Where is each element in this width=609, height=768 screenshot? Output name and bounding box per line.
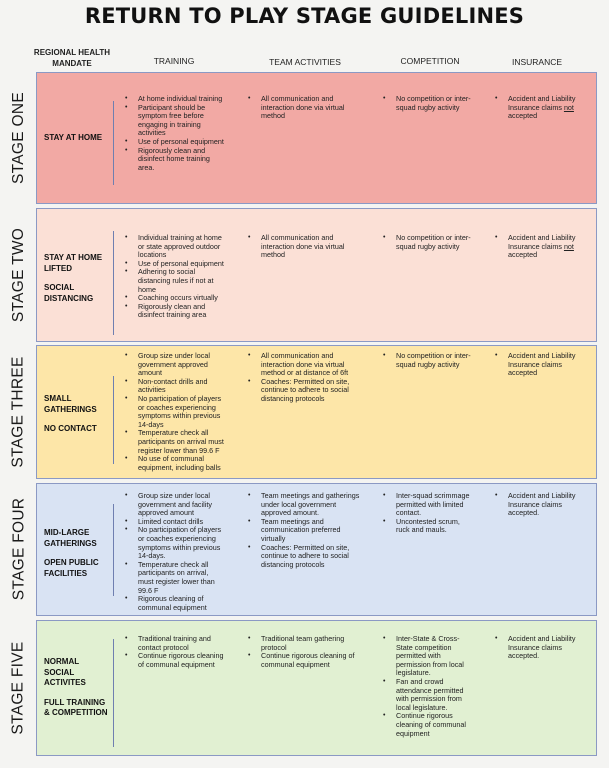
insurance-text: Accident and Liability Insurance claims — [508, 233, 576, 251]
team-item: • Team meetings and gatherings under local government approved amount. — [248, 492, 360, 518]
page-title: RETURN TO PLAY STAGE GUIDELINES — [84, 4, 525, 28]
insurance-column — [495, 234, 591, 260]
team-column — [248, 352, 360, 404]
header-regional-health-mandate: REGIONAL HEALTH MANDATE — [33, 48, 111, 68]
training-item: • Adhering to social distancing rules if not at home — [125, 268, 225, 294]
competition-item: • No competition or inter-squad rugby activity — [383, 234, 475, 251]
stage-four-panel — [10, 483, 597, 616]
training-item: • At home individual training — [125, 95, 225, 104]
insurance-text: Accident and Liability Insurance claims accepted. — [508, 491, 576, 518]
mandate-divider — [113, 231, 114, 335]
insurance-item — [495, 635, 591, 661]
stage-label-wrap — [1, 73, 37, 202]
training-list — [125, 635, 225, 669]
insurance-text: Accident and Liability Insurance claims accepted — [508, 351, 576, 378]
insurance-list — [495, 492, 591, 518]
insurance-list — [495, 635, 591, 661]
stage-label: STAGE ONE — [10, 91, 28, 184]
training-item: • Continue rigorous cleaning of communal equipment — [125, 652, 225, 669]
training-item: • Participant should be symptom free before engaging in training activities — [125, 104, 225, 138]
team-item: • All communication and interaction done via virtual method — [248, 95, 360, 121]
competition-column — [383, 95, 475, 112]
header-team-activities: TEAM ACTIVITIES — [269, 57, 341, 67]
header-competition: COMPETITION — [400, 56, 460, 66]
header-insurance: INSURANCE — [511, 57, 563, 67]
insurance-item — [495, 95, 591, 121]
training-column — [125, 234, 225, 320]
competition-list — [383, 95, 475, 112]
mandate-divider — [113, 101, 114, 185]
competition-column — [383, 234, 475, 251]
competition-item: • Continue rigorous cleaning of communal equipment — [383, 712, 475, 738]
competition-column — [383, 635, 475, 738]
training-column — [125, 492, 225, 612]
training-item: • Use of personal equipment — [125, 260, 225, 269]
mandate-item: MID-LARGE GATHERINGS — [44, 528, 97, 548]
training-item: • Rigorously clean and disinfect home training area. — [125, 147, 225, 173]
stage-label: STAGE FOUR — [10, 497, 28, 601]
training-item: • Temperature check all participants on arrival must register lower than 99.6 F — [125, 429, 225, 455]
training-column — [125, 635, 225, 669]
stage-label: STAGE FIVE — [10, 640, 27, 735]
team-item: • All communication and interaction done via virtual method — [248, 234, 360, 260]
insurance-column — [495, 352, 591, 378]
mandate-divider — [113, 504, 114, 596]
training-item: • No use of communal equipment, including balls — [125, 455, 225, 472]
insurance-text-end: accepted — [508, 250, 538, 260]
training-item: • Rigorous cleaning of communal equipment — [125, 595, 225, 612]
insurance-emphasis: not — [563, 102, 574, 112]
mandate-divider — [113, 376, 114, 464]
competition-item: • Uncontested scrum, ruck and mauls. — [383, 518, 475, 535]
competition-column — [383, 352, 475, 369]
team-list — [248, 635, 360, 669]
competition-list — [383, 352, 475, 369]
team-column — [248, 95, 360, 121]
training-column — [125, 352, 225, 472]
insurance-emphasis: not — [563, 241, 574, 251]
stage-five-panel — [10, 620, 597, 756]
regional-health-mandate — [44, 133, 110, 153]
competition-item: • Inter-State & Cross-State competition permitted with permission from local legislature. — [383, 635, 475, 678]
stage-three-panel — [10, 345, 597, 479]
mandate-item: SMALL GATHERINGS — [44, 394, 97, 414]
training-list — [125, 95, 225, 172]
insurance-column — [495, 95, 591, 121]
training-item: • Traditional training and contact protocol — [125, 635, 225, 652]
insurance-item — [495, 234, 591, 260]
team-column — [248, 234, 360, 260]
team-item: • Continue rigorous cleaning of communal equipment — [248, 652, 360, 669]
training-item: • Temperature check all participants on arrival, must register lower than 99.6 F — [125, 561, 225, 595]
training-item: • No participation of players or coaches experiencing symptoms within previous 14-days. — [125, 526, 225, 560]
competition-list — [383, 635, 475, 738]
mandate-item: FULL TRAINING & COMPETITION — [44, 697, 108, 717]
training-item: • No participation of players or coaches experiencing symptoms within previous 14-days — [125, 395, 225, 429]
training-item: • Coaching occurs virtually — [125, 294, 225, 303]
insurance-column — [495, 492, 591, 518]
mandate-item: NORMAL SOCIAL ACTIVITES — [44, 657, 86, 687]
regional-health-mandate — [44, 253, 110, 313]
team-item: • Team meetings and communication preferred virtually — [248, 518, 360, 544]
competition-item: • Fan and crowd attendance permitted with permission from local legislature. — [383, 678, 475, 712]
insurance-text-end: accepted — [508, 111, 538, 121]
competition-list — [383, 234, 475, 251]
stage-label-wrap — [1, 484, 37, 614]
insurance-list — [495, 234, 591, 260]
training-item: • Non-contact drills and activities — [125, 378, 225, 395]
competition-item: • No competition or inter-squad rugby activity — [383, 352, 475, 369]
mandate-item: STAY AT HOME LIFTED — [44, 253, 103, 273]
training-item: • Rigorously clean and disinfect training area — [125, 303, 225, 320]
training-item: • Group size under local government and facility approved amount — [125, 492, 225, 518]
team-item: • All communication and interaction done via virtual method or at distance of 6ft — [248, 352, 360, 378]
team-list — [248, 95, 360, 121]
mandate-item: NO CONTACT — [44, 424, 97, 433]
team-item: • Coaches: Permitted on site, continue to adhere to social distancing protocols — [248, 378, 360, 404]
mandate-divider — [113, 639, 114, 747]
stage-label: STAGE THREE — [10, 355, 27, 468]
mandate-item: SOCIAL DISTANCING — [44, 283, 94, 303]
regional-health-mandate — [44, 657, 110, 728]
team-list — [248, 492, 360, 569]
training-column — [125, 95, 225, 172]
header-training: TRAINING — [153, 56, 195, 66]
insurance-item — [495, 352, 591, 378]
team-column — [248, 492, 360, 569]
insurance-column — [495, 635, 591, 661]
training-list — [125, 234, 225, 320]
insurance-text: Accident and Liability Insurance claims — [508, 94, 576, 112]
training-item: • Individual training at home or state approved outdoor locations — [125, 234, 225, 260]
mandate-item: OPEN PUBLIC FACILITIES — [44, 558, 99, 578]
stage-label-wrap — [1, 209, 37, 340]
mandate-item: STAY AT HOME — [44, 133, 103, 142]
team-column — [248, 635, 360, 669]
team-item: • Coaches: Permitted on site, continue to adhere to social distancing protocols — [248, 544, 360, 570]
regional-health-mandate — [44, 528, 110, 588]
team-list — [248, 234, 360, 260]
stage-label-wrap — [1, 346, 37, 477]
stage-one-panel — [10, 72, 597, 204]
competition-list — [383, 492, 475, 535]
training-item: • Limited contact drills — [125, 518, 225, 527]
team-list — [248, 352, 360, 404]
insurance-item — [495, 492, 591, 518]
training-list — [125, 352, 225, 472]
stage-two-panel — [10, 208, 597, 342]
competition-column — [383, 492, 475, 535]
insurance-list — [495, 352, 591, 378]
stage-label-wrap — [1, 621, 37, 754]
training-item: • Group size under local government approved amount — [125, 352, 225, 378]
insurance-list — [495, 95, 591, 121]
insurance-text: Accident and Liability Insurance claims accepted. — [508, 634, 576, 661]
competition-item: • No competition or inter-squad rugby activity — [383, 95, 475, 112]
stage-label: STAGE TWO — [10, 227, 27, 322]
regional-health-mandate — [44, 394, 110, 444]
training-list — [125, 492, 225, 612]
team-item: • Traditional team gathering protocol — [248, 635, 360, 652]
training-item: • Use of personal equipment — [125, 138, 225, 147]
competition-item: • Inter-squad scrimmage permitted with limited contact. — [383, 492, 475, 518]
